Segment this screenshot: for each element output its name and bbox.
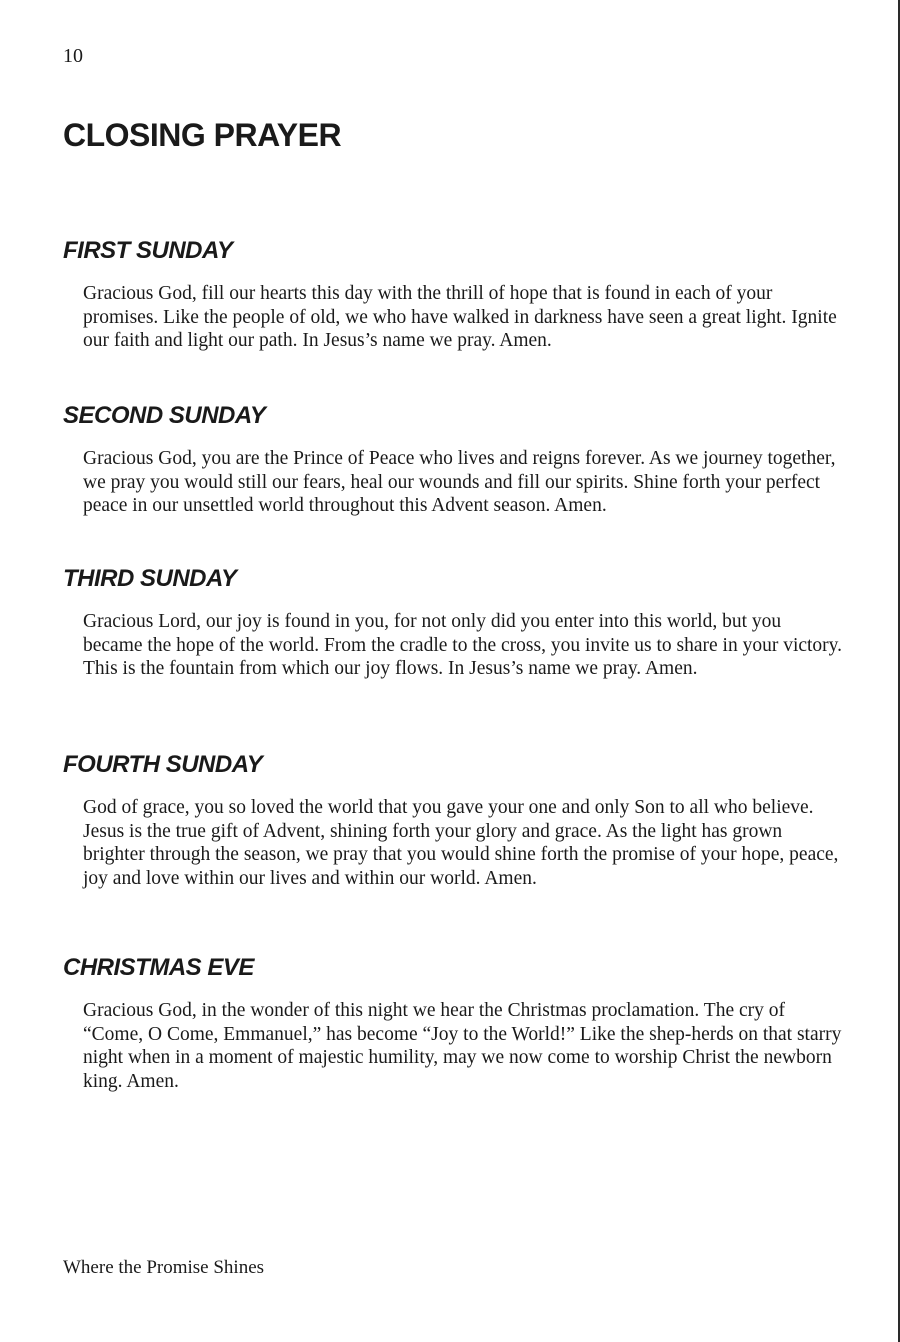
prayer-section-third-sunday [63,564,863,681]
prayer-section-first-sunday [63,236,863,353]
page-title: CLOSING PRAYER [63,117,342,153]
prayer-section-christmas-eve [63,953,863,1094]
section-heading: CHRISTMAS EVE [63,954,254,981]
page-footer: Where the Promise Shines [63,1257,265,1278]
prayer-section-fourth-sunday [63,750,863,891]
prayer-text: Gracious Lord, our joy is found in you, for not only did you enter into this world, but you became the hope of the world. From the cradle to the cross, you invite us to share in your victory. This is the fountain from which our joy flows. In Jesus’s name we pray. Amen. [83,611,843,680]
prayer-text: Gracious God, you are the Prince of Peace who lives and reigns forever. As we journey together, we pray you would still our fears, heal our wounds and fill our spirits. Shine forth your perfect peace in our unsettled world throughout this Advent season. Amen. [83,448,836,517]
prayer-section-second-sunday [63,401,863,518]
section-heading: SECOND SUNDAY [63,402,266,429]
prayer-text: Gracious God, fill our hearts this day with the thrill of hope that is found in each of your promises. Like the people of old, we who have walked in darkness have seen a great light. Ignite our faith and light our path. In Jesus’s name we pray. Amen. [83,283,837,352]
page-number: 10 [63,45,83,67]
section-heading: THIRD SUNDAY [63,565,237,592]
section-heading: FIRST SUNDAY [63,237,233,264]
prayer-text: God of grace, you so loved the world that you gave your one and only Son to all who believe. Jesus is the true gift of Advent, shining forth your glory and grace. As the light has grown brighter through the season, we pray that you would shine forth the promise of your hope, peace, joy and love within our lives and within our world. Amen. [83,797,839,890]
prayer-text: Gracious God, in the wonder of this night we hear the Christmas proclamation. The cry of “Come, O Come, Emmanuel,” has become “Joy to the World!” Like the shep-herds on that starry night when in a moment of majestic humility, may we now come to worship Christ the newborn king. Amen. [83,1000,842,1093]
section-heading: FOURTH SUNDAY [63,751,263,778]
